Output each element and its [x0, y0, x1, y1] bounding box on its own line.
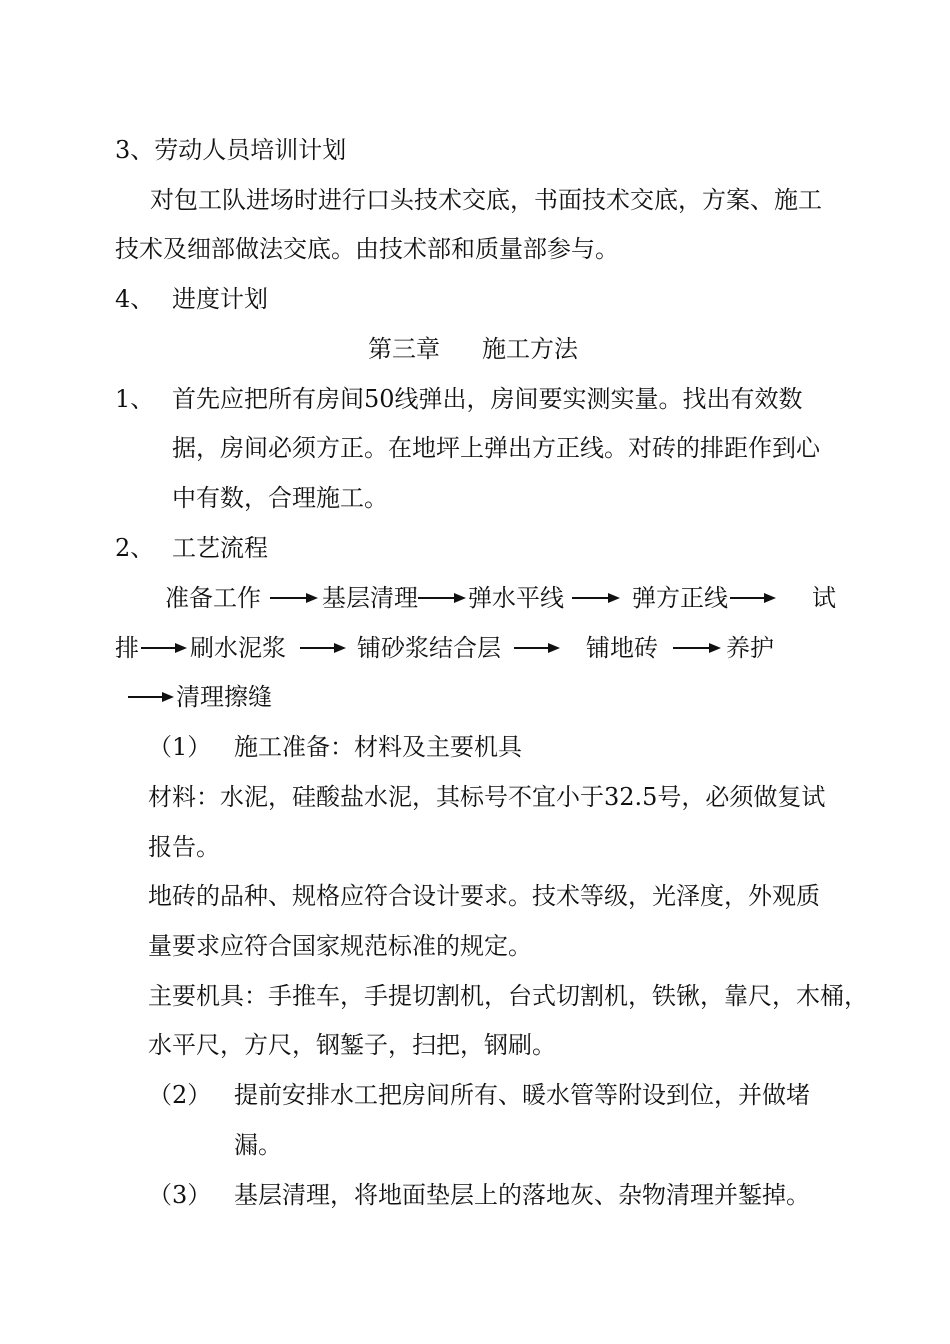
item-1-line-1: 首先应把所有房间50线弹出，房间要实测实量。找出有效数 — [172, 385, 803, 413]
item-1-number: 1、 — [115, 385, 155, 413]
sub-1-title: 施工准备：材料及主要机具 — [234, 733, 522, 761]
tile-requirements-line-1: 地砖的品种、规格应符合设计要求。技术等级，光泽度，外观质 — [148, 882, 820, 910]
section-4-title: 进度计划 — [172, 285, 268, 313]
sub-3-number: （3） — [148, 1181, 212, 1209]
sub-2-line-1: 提前安排水工把房间所有、暖水管等附设到位，并做堵 — [234, 1081, 810, 1109]
item-2-title: 工艺流程 — [172, 534, 268, 562]
flow-step-trial-part-2: 排 — [115, 634, 139, 662]
flow-step-curing: 养护 — [726, 634, 774, 662]
section-3-paragraph-line-1: 对包工队进场时进行口头技术交底，书面技术交底，方案、施工 — [150, 186, 822, 214]
sub-2-number: （2） — [148, 1081, 212, 1109]
flow-step-grout-clean: 清理擦缝 — [176, 683, 272, 711]
flow-step-mortar-layer: 铺砂浆结合层 — [357, 634, 501, 662]
materials-line-2: 报告。 — [148, 833, 220, 861]
flow-arrow-icon — [141, 633, 187, 663]
tools-line-2: 水平尺，方尺，钢錾子，扫把，钢刷。 — [148, 1031, 556, 1059]
materials-line-1: 材料：水泥，硅酸盐水泥，其标号不宜小于32.5号，必须做复试 — [148, 783, 826, 811]
tile-requirements-line-2: 量要求应符合国家规范标准的规定。 — [148, 932, 532, 960]
flow-step-trial-part-1: 试 — [812, 584, 836, 612]
sub-3-line-1: 基层清理，将地面垫层上的落地灰、杂物清理并錾掉。 — [234, 1181, 810, 1209]
sub-2-line-2: 漏。 — [234, 1131, 282, 1159]
sub-1-number: （1） — [148, 733, 212, 761]
item-1-line-3: 中有数，合理施工。 — [172, 484, 388, 512]
flow-arrow-icon — [730, 583, 776, 613]
tools-line-1: 主要机具：手推车，手提切割机，台式切割机，铁锹，靠尺，木桶， — [148, 982, 868, 1010]
flow-step-square-line: 弹方正线 — [632, 584, 728, 612]
chapter-title: 施工方法 — [482, 335, 578, 363]
chapter-number: 第三章 — [368, 335, 440, 363]
flow-arrow-icon — [270, 583, 318, 613]
flow-arrow-icon — [418, 583, 466, 613]
flow-step-prepare: 准备工作 — [165, 584, 261, 612]
item-2-number: 2、 — [115, 534, 155, 562]
flow-arrow-icon — [128, 682, 174, 712]
flow-step-base-clean: 基层清理 — [322, 584, 418, 612]
flow-arrow-icon — [673, 633, 721, 663]
flow-arrow-icon — [572, 583, 620, 613]
section-4-number: 4、 — [115, 285, 155, 313]
flow-arrow-icon — [300, 633, 346, 663]
section-3-heading: 3、劳动人员培训计划 — [115, 136, 347, 164]
section-3-paragraph-line-2: 技术及细部做法交底。由技术部和质量部参与。 — [115, 235, 619, 263]
flow-step-level-line: 弹水平线 — [468, 584, 564, 612]
flow-step-lay-tiles: 铺地砖 — [586, 634, 658, 662]
item-1-line-2: 据，房间必须方正。在地坪上弹出方正线。对砖的排距作到心 — [172, 434, 820, 462]
flow-step-cement-slurry: 刷水泥浆 — [190, 634, 286, 662]
flow-arrow-icon — [514, 633, 560, 663]
